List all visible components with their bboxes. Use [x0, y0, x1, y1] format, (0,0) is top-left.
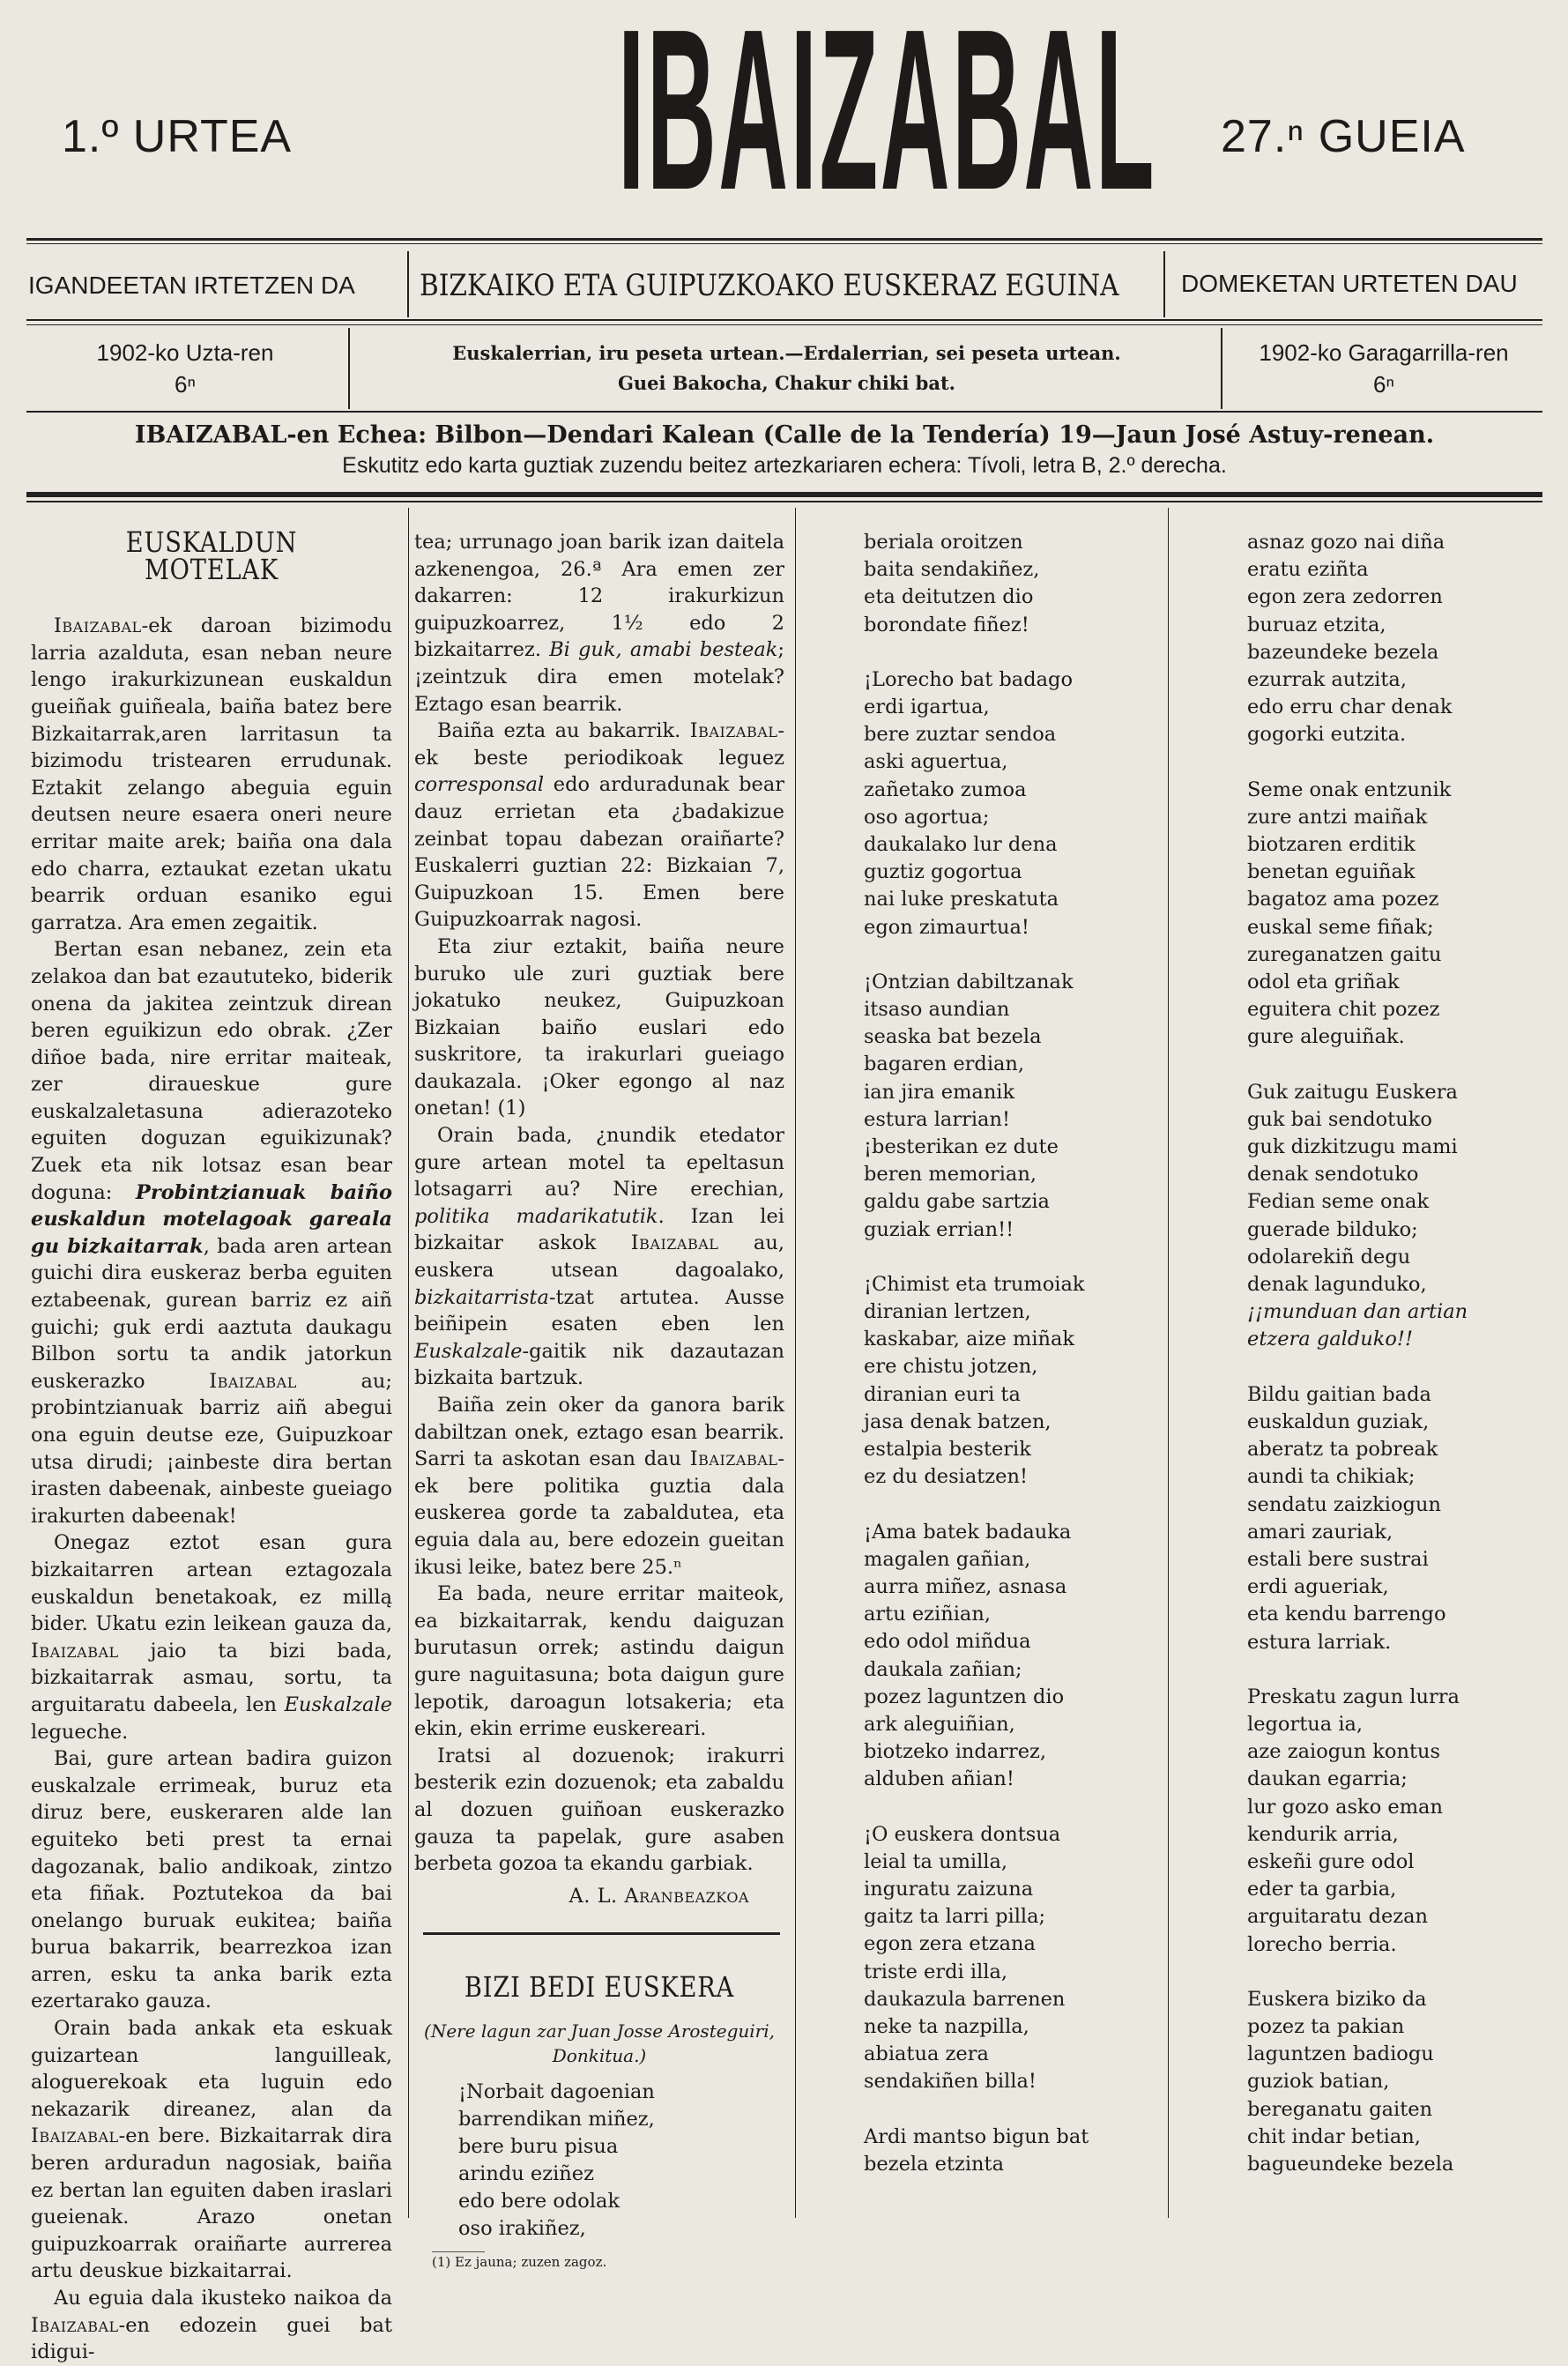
price-line1: Euskalerrian, iru peseta urtean.—Erdalerrian, sei peseta urtean.	[452, 342, 1121, 364]
price-info	[353, 339, 1221, 398]
rule	[26, 411, 1542, 413]
rule-thick	[26, 492, 1542, 497]
rule-top-thin	[26, 243, 1542, 244]
poem-col4: asnaz gozo nai diña eratu eziñta egon zera zedorren buruaz etzita, bazeundeke bezela ezurrak autzita, edo erru char denak gogorki eutzita. Seme onak entzunik zure antzi maiñak biotzaren erditik benetan eguiñak bagatoz ama pozez euskal seme fiñak; zureganatzen gaitu odol eta griñak eguitera chit pozez gure aleguiñak. Guk zaitugu Euskera guk bai sendotuko guk dizkitzugu mami denak sendotuko Fedian seme onak guerade bilduko; odolarekiñ degu denak lagunduko, ¡¡munduan dan artian etzera galduko!! Bildu gaitian bada euskaldun guziak, aberatz ta pobreak aundi ta chikiak; sendatu zaizkiogun amari zauriak, estali bere sustrai erdi agueriak, eta kendu barrengo estura larriak. Preskatu zagun lurra legortua ia, aze zaiogun kontus daukan egarria; lur gozo asko eman kendurik arria, eskeñi gure odol eder ta garbia, arguitaratu dezan lorecho berria. Euskera biziko da pozez ta pakian laguntzen badiogu guziok batian, bereganatu gaiten chit indar betian, bagueundeke bezela	[1247, 531, 1468, 2176]
divider	[1221, 328, 1222, 409]
band-left: IGANDEETAN IRTETZEN DA	[28, 272, 355, 299]
newspaper-title: IBAIZABAL	[618, 0, 1157, 238]
article2-dedication: (Nere lagun zar Juan Josse Arosteguiri, Donkitua.)	[424, 2020, 775, 2066]
band-center: BIZKAIKO ETA GUIPUZKOAKO EUSKERAZ EGUINA	[420, 268, 1119, 303]
article1-heading: EUSKALDUN MOTELAK	[125, 525, 298, 586]
rule-top	[26, 238, 1542, 241]
column-divider	[795, 508, 796, 2218]
article1-signature: A. L. Aranbeazkoa	[568, 1884, 749, 1908]
issue-label: 27.ⁿ GUEIA	[1221, 111, 1466, 162]
divider	[348, 328, 350, 409]
date-left-line1: 1902-ko Uzta-ren	[96, 339, 274, 366]
divider	[1163, 251, 1165, 317]
price-line2: Guei Bakocha, Chakur chiki bat.	[617, 372, 955, 394]
divider	[407, 251, 409, 317]
article2-heading: BIZI BEDI EUSKERA	[464, 1970, 735, 2005]
article1-col2: tea; urrunago joan barik izan daitela azkenengoa, 26.ª Ara emen zer dakarren: 12 irakurkizun guipuzkoarrez, 1½ edo 2 bizkaitarrez. Bi guk, amabi besteak; ¡zeintzuk dira emen motelak? Eztago esan bearrik. Baiña ezta au bakarrik. Ibaizabal-ek beste periodikoak leguez corresponsal edo arduradunak bear dauz errietan eta ¿badakizue zeinbat topau dabezan oraiñarte? Euskalerri guztian 22: Bizkaian 7, Guipuzkoan 15. Emen bere Guipuzkoarrak nagosi. Eta ziur eztakit, baiña neure buruko ule zuri guztiak bere jokatuko neukez, Guipuzkoan Bizkaian baiño euslari edo suskritore, ta irakurlari gueiago daukazala. ¡Oker egongo al naz onetan! (1) Orain bada, ¿nundik etedator gure artean motel ta epeltasun lotsagarri au? Nire erechian, politika madarikatutik. Izan lei bizkaitar askok Ibaizabal au, euskera utsean dagoalako, bizkaitarrista-tzat artutea. Ausse beiñipein esaten eben len Euskalzale-gaitik nik dazautazan bizkaita bartzuk. Baiña zein oker da ganora barik dabiltzan onek, eztago esan bearrik. Sarri ta askotan esan dau Ibaizabal-ek bere politika guztia dala euskerea gorde ta zabaldutea, eta eguia dala au, bere edozein gueitan ikusi leike, batez bere 25.ⁿ Ea bada, neure erritar maiteok, ea bizkaitarrak, kendu daiguzan burutasun orrek; astindu daigun gure naguitasuna; bota daigun gure lepotik, daroagun lotsakeria; eta ekin, ekin errime euskereari. Iratsi al dozuenok; irakurri besterik ezin dozuenok; eta zabaldu al dozuen guiñoan euskerazko gauza ta papelak, gure asaben berbeta gozoa ta ekandu garbiak. A. L. Aranbeazkoa BIZI BEDI EUSKERA (Nere lagun zar Juan Josse Arosteguiri, Donkitua.) ¡Norbait dagoenian barrendikan miñez, bere buru pisua arindu eziñez edo bere odolak oso irakiñez, (1) Ez jauna; zuzen zagoz.	[414, 531, 784, 2270]
date-right	[1225, 337, 1542, 400]
date-left-line2: 6ⁿ	[175, 371, 196, 398]
article1-col1: EUSKALDUN MOTELAK Ibaizabal-ek daroan bizimodu larria azalduta, esan neban neure lengo irakurkizunean euskaldun gueiñak guiñeala, baiña batez bere Bizkaitarrak,aren larritasun ta bizimodu tristearen errudunak. Eztakit zelango abeguia eguin deutsen neure esaera oneri neure erritar maite arek; baiña ona dala edo charra, eztaukat ezetan ukatu bearrik orduan esaniko egui garratza. Ara emen zegaitik. Bertan esan nebanez, zein eta zelakoa dan bat ezaututeko, biderik onena da jakitea zeintzuk direan beren eguikizun edo obrak. ¿Zer diñoe bada, nire erritar maiteak, zer diraueskue gure euskalzaletasuna adierazoteko eguiten doguzan eguikizunak? Zuek eta nik lotsaz esan bear doguna: Probintzianuak baiño euskaldun motelagoak gareala gu bizkaitarrak, bada aren artean guichi dira euskeraz berba eguiten eztabeenak, gurean barriz ez aiñ guichi; guk erdi aaztuta daukagu Bilbon sortu ta andik jatorkun euskerazko Ibaizabal au; probintzianuak barriz aiñ abegui ona eguin deutse eze, Guipuzkoar utsa dirudi; ¡ainbeste dira bertan irasten dabeenak, ainbeste gueiago irakurten dabeenak! Onegaz eztot esan gura bizkaitarren artean eztagozala euskaldun benetakoak, ez millą bider. Ukatu ezin leikean gauza da, Ibaizabal jaio ta bizi bada, bizkaitarrak asmau, sortu, ta arguitaratu dabeela, len Euskalzale legueche. Bai, gure artean badira guizon euskalzale errimeak, buruz eta diruz bere, euskeraren alde lan eguiteko beti prest ta ernai dagozanak, balio andikoak, zintzo eta fiñak. Poztutekoa da bai onelango buruak eukitea; baiña burua bakarrik, bearrezkoa izan arren, esku ta anka barik ezta ezertarako gauza. Orain bada ankak eta eskuak guizartean languilleak, aloguerekoak eta luguin edo nekazarik direanez, alan da Ibaizabal-en bere. Bizkaitarrak dira beren arduradun nagosiak, baiña ez bertan lan eguiten daben iraslari gueienak. Arazo onetan guipuzkoarrak oraiñarte aurrerea artu deuskue bizkaitarrai. Au eguia dala ikusteko naikoa da Ibaizabal-en edozein guei bat idigui-	[31, 525, 392, 2364]
rule	[26, 319, 1542, 321]
poem-col3: beriala oroitzen baita sendakiñez, eta deitutzen dio borondate fiñez! ¡Lorecho bat badago erdi igartua, bere zuztar sendoa aski aguertua, zañetako zumoa oso agortua; daukalako lur dena guztiz gogortua nai luke preskatuta egon zimaurtua! ¡Ontzian dabiltzanak itsaso aundian seaska bat bezela bagaren erdian, ian jira emanik estura larrian! ¡besterikan ez dute beren memorian, galdu gabe sartzia guziak errian!! ¡Chimist eta trumoiak diranian lertzen, kaskabar, aize miñak ere chistu jotzen, diranian euri ta jasa denak batzen, estalpia besterik ez du desiatzen! ¡Ama batek badauka magalen gañian, aurra miñez, asnasa artu eziñian, edo odol miñdua daukala zañian; pozez laguntzen dio ark aleguiñian, biotzeko indarrez, alduben añian! ¡O euskera dontsua leial ta umilla, inguratu zaizuna gaitz ta larri pilla; egon zera etzana triste erdi illa, daukazula barrenen neke ta nazpilla, abiatua zera sendakiñen billa! Ardi mantso bigun bat bezela etzinta	[864, 531, 1089, 2176]
band-right: DOMEKETAN URTETEN DAU	[1181, 270, 1518, 297]
address-line1: IBAIZABAL-en Echea: Bilbon—Dendari Kalean (Calle de la Tendería) 19—Jaun José Astuy-renean.	[134, 421, 1435, 449]
column-divider	[408, 508, 409, 2218]
address-line2: Eskutitz edo karta guztiak zuzendu beitez artezkariaren echera: Tívoli, letra B, 2.º derecha.	[342, 453, 1227, 478]
date-right-line2: 6ⁿ	[1373, 371, 1394, 398]
rule	[26, 501, 1542, 502]
rule	[26, 324, 1542, 325]
article1-footnote: (1) Ez jauna; zuzen zagoz.	[432, 2253, 607, 2270]
date-left	[35, 337, 335, 400]
year-label: 1.º URTEA	[62, 111, 293, 162]
column-divider	[1168, 508, 1169, 2218]
date-right-line1: 1902-ko Garagarrilla-ren	[1259, 339, 1509, 366]
